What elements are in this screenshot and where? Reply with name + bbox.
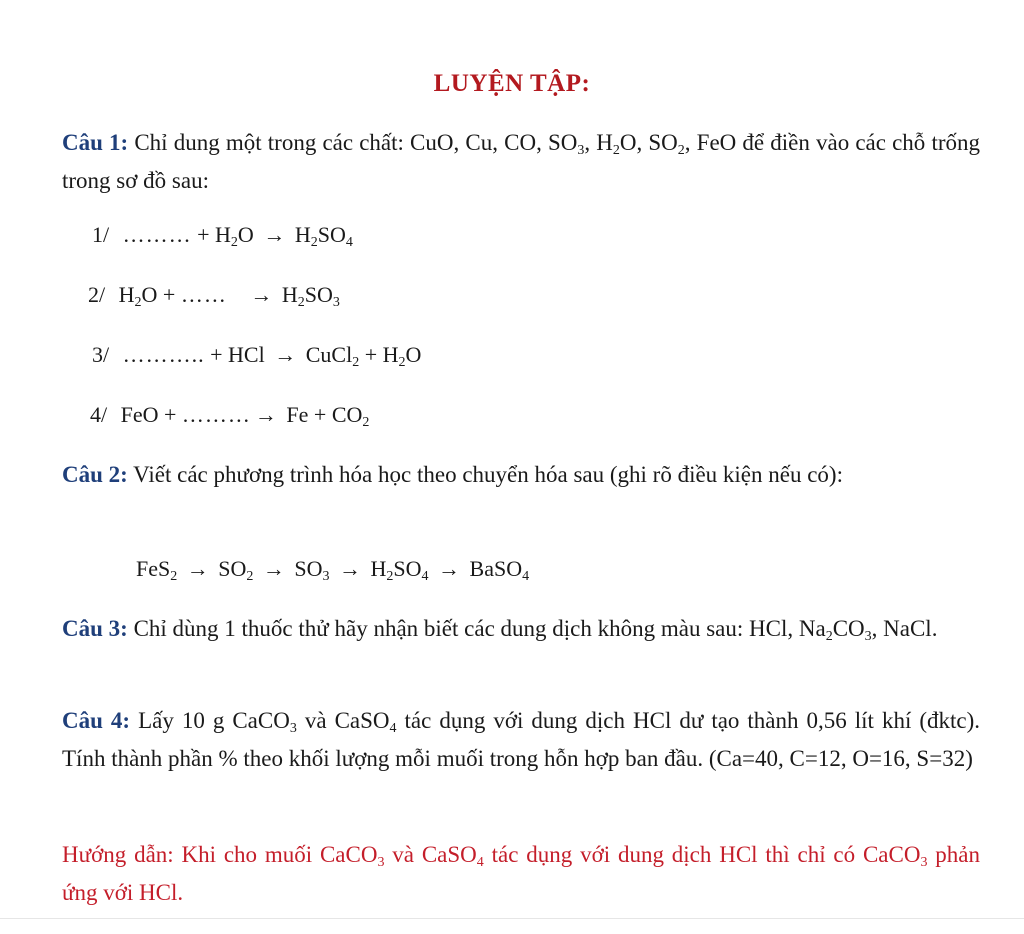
question-2-label: Câu 2: — [62, 462, 128, 487]
eq-term: + H — [197, 222, 231, 247]
reaction-arrow: → — [274, 342, 297, 367]
eq-number: 2/ — [88, 282, 106, 307]
chain-term: H — [370, 556, 387, 581]
chain-term: BaSO — [469, 556, 523, 581]
eq-term: H — [281, 282, 298, 307]
eq-term: H — [294, 222, 311, 247]
eq-sub: 2 — [362, 415, 370, 430]
eq-sub: 2 — [352, 355, 360, 370]
question-4 — [62, 702, 980, 778]
chain-term: FeS — [136, 556, 171, 581]
q1-sub: 2 — [677, 143, 685, 158]
q1-sub: 2 — [612, 143, 620, 158]
eq-term: FeO + — [120, 402, 182, 427]
eq-number: 1/ — [92, 222, 110, 247]
q1-text-b: , H — [584, 130, 613, 155]
eq-term: SO — [317, 222, 346, 247]
q4-text: tác dụng với dung dịch HCl dư tạo thành 0,56 lít khí (đktc). Tính thành phần % theo khối lượng mỗi muối trong hỗn hợp ban đầu. (Ca=40, C=12, O=16, S=32) — [62, 708, 981, 771]
chain-term: SO — [218, 556, 247, 581]
eq-term: H — [118, 282, 135, 307]
eq-sub: 3 — [920, 855, 928, 870]
q3-text: Chỉ dùng 1 thuốc thử hãy nhận biết các dung dịch không màu sau: HCl, Na — [127, 616, 826, 641]
eq-sub: 4 — [421, 569, 429, 584]
eq-sub: 3 — [332, 295, 340, 310]
eq-sub: 2 — [825, 629, 833, 644]
hint-text: Hướng dẫn: Khi cho muối CaCO — [62, 842, 378, 867]
eq-sub: 3 — [864, 629, 872, 644]
bottom-divider — [0, 918, 1024, 919]
equation-3 — [92, 342, 421, 368]
eq-sub: 2 — [246, 569, 254, 584]
blank-dots: …… — [180, 282, 227, 307]
page-title: LUYỆN TẬP: — [433, 70, 591, 97]
question-3 — [62, 610, 980, 648]
eq-term: + HCl — [210, 342, 265, 367]
eq-term: O — [405, 342, 422, 367]
eq-term: O + — [141, 282, 181, 307]
question-1 — [62, 124, 980, 200]
reaction-arrow: → — [186, 556, 209, 581]
eq-sub: 2 — [398, 355, 406, 370]
reaction-arrow: → — [250, 282, 273, 307]
eq-sub: 3 — [289, 721, 297, 736]
reaction-arrow: → — [254, 402, 277, 427]
chain-term: SO — [294, 556, 323, 581]
eq-sub: 2 — [297, 295, 305, 310]
blank-dots: ……… — [122, 222, 192, 247]
question-2 — [62, 456, 980, 494]
q1-text-c: O, SO — [619, 130, 678, 155]
eq-sub: 3 — [377, 855, 385, 870]
eq-term: O — [237, 222, 254, 247]
hint-text: phản ứng với HCl. — [62, 842, 981, 905]
eq-number: 4/ — [90, 402, 108, 427]
eq-sub: 2 — [230, 235, 238, 250]
eq-term: Fe + CO — [286, 402, 363, 427]
q1-text-a: Chỉ dung một trong các chất: CuO, Cu, CO, SO — [128, 130, 578, 155]
eq-sub: 4 — [345, 235, 353, 250]
q3-text: CO — [832, 616, 865, 641]
eq-sub: 4 — [522, 569, 530, 584]
eq-term: + H — [359, 342, 399, 367]
eq-sub: 4 — [389, 721, 397, 736]
equation-1 — [92, 222, 353, 248]
reaction-arrow: → — [438, 556, 461, 581]
reaction-arrow: → — [262, 556, 285, 581]
eq-sub: 3 — [322, 569, 330, 584]
question-3-label: Câu 3: — [62, 616, 128, 641]
equation-4 — [90, 402, 369, 428]
q4-text: Lấy 10 g CaCO — [130, 708, 290, 733]
eq-sub: 2 — [386, 569, 394, 584]
eq-sub: 2 — [310, 235, 318, 250]
q1-text-d: , FeO để điền vào các chỗ trống trong sơ đồ sau: — [62, 130, 980, 193]
q1-sub: 3 — [577, 143, 585, 158]
blank-dots: ……… — [181, 402, 251, 427]
q2-text: Viết các phương trình hóa học theo chuyển hóa sau (ghi rõ điều kiện nếu có): — [127, 462, 843, 487]
equation-2 — [88, 282, 340, 308]
conversion-chain — [136, 556, 529, 582]
eq-term: SO — [304, 282, 333, 307]
hint-text: tác dụng với dung dịch HCl thì chỉ có CaCO — [483, 842, 921, 867]
eq-sub: 2 — [170, 569, 178, 584]
blank-dots: ……….. — [122, 342, 205, 367]
hint-text: và CaSO — [384, 842, 477, 867]
q4-text: và CaSO — [296, 708, 390, 733]
question-1-label: Câu 1: — [62, 130, 129, 155]
eq-number: 3/ — [92, 342, 110, 367]
reaction-arrow: → — [263, 222, 286, 247]
question-4-label: Câu 4: — [62, 708, 131, 733]
reaction-arrow: → — [339, 556, 361, 581]
q3-text: , NaCl. — [871, 616, 938, 641]
eq-term: CuCl — [305, 342, 353, 367]
eq-sub: 4 — [476, 855, 484, 870]
hint-paragraph — [62, 836, 980, 912]
eq-sub: 2 — [134, 295, 142, 310]
chain-term: SO — [393, 556, 422, 581]
